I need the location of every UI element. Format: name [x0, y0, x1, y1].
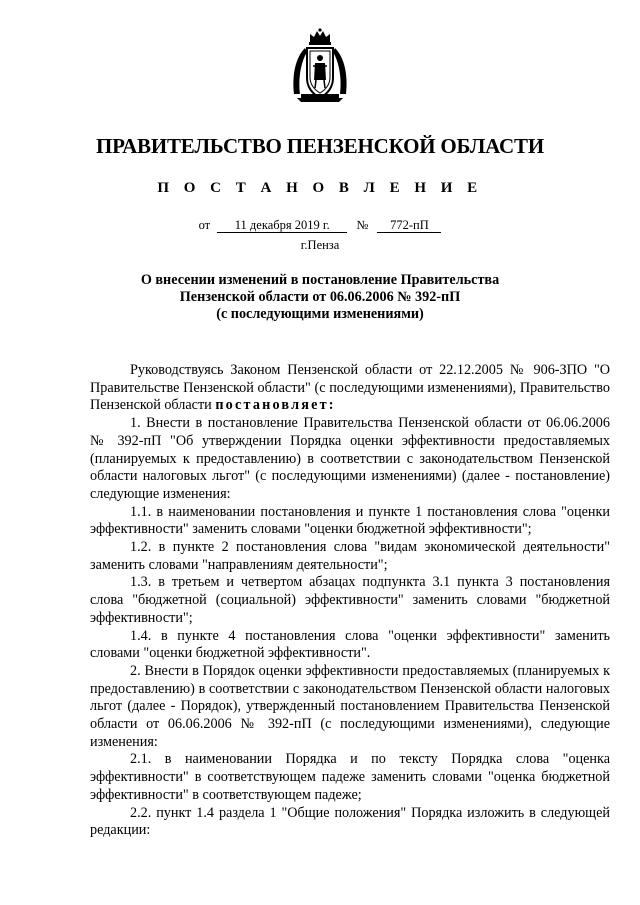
coat-of-arms-icon [289, 28, 351, 104]
body-paragraph: 2.2. пункт 1.4 раздела 1 "Общие положения" Порядка изложить в следующей редакции: [90, 804, 610, 839]
title-line: О внесении изменений в постановление Правительства [140, 272, 500, 288]
issuing-authority: ПРАВИТЕЛЬСТВО ПЕНЗЕНСКОЙ ОБЛАСТИ [96, 134, 544, 158]
document-title [100, 272, 540, 323]
body-paragraph: 1.1. в наименовании постановления и пункте 1 постановления слова "оценки эффективности" заменить словами "оценки бюджетной эффективности"; [90, 503, 610, 538]
date-prefix: от [198, 218, 211, 232]
body-paragraph: 2. Внести в Порядок оценки эффективности предоставляемых (планируемых к предоставлению) в соответствии с законодательством Пензенской области налоговых льгот (далее - Порядок), утвержденный постановлением Правительства Пензенской области от 06.06.2006 № 392-пП (с последующими изменениями), следующие изменения: [90, 662, 610, 750]
number-prefix: № [356, 218, 369, 232]
title-line: Пензенской области от 06.06.2006 № 392-пП [179, 289, 461, 305]
body-paragraph: 1.2. в пункте 2 постановления слова "видам экономической деятельности" заменить словами "направлениям деятельности"; [90, 539, 610, 573]
document-body [90, 362, 610, 840]
document-type: П О С Т А Н О В Л Е Н И Е [157, 180, 483, 196]
document-number: 772-пП [377, 218, 441, 233]
body-paragraph: 2.1. в наименовании Порядка и по тексту Порядка слова "оценка эффективности" в соответствующем падеже заменить словами "оценка бюджетной эффективности" в соответствующем падеже; [90, 751, 610, 803]
intro-paragraph [90, 362, 610, 415]
intro-text: Руководствуясь Законом Пензенской области от 22.12.2005 № 906-ЗПО "О Правительстве Пензенской области" (с последующими изменениями), Правительство Пензенской области [90, 362, 610, 414]
document-date: 11 декабря 2019 г. [217, 218, 347, 233]
title-line: (с последующими изменениями) [216, 306, 424, 322]
body-paragraph: 1.4. в пункте 4 постановления слова "оценки эффективности" заменить словами "оценки бюджетной эффективности". [90, 627, 610, 662]
document-city: г.Пенза [300, 238, 340, 252]
body-paragraph: 1.3. в третьем и четвертом абзацах подпункта 3.1 пункта 3 постановления слова "бюджетной (социальной) эффективности" заменить словами "бюджетной эффективности"; [90, 574, 610, 626]
resolves-word: постановляет: [215, 397, 336, 414]
date-number-line [0, 218, 640, 233]
body-paragraph: 1. Внести в постановление Правительства Пензенской области от 06.06.2006 № 392-пП "Об утверждении Порядка оценки эффективности предоставляемых (планируемых к предоставлению) в соответствии с законодательством Пензенской области налоговых льгот" (с последующими изменениями) (далее - постановление) следующие изменения: [90, 415, 610, 502]
